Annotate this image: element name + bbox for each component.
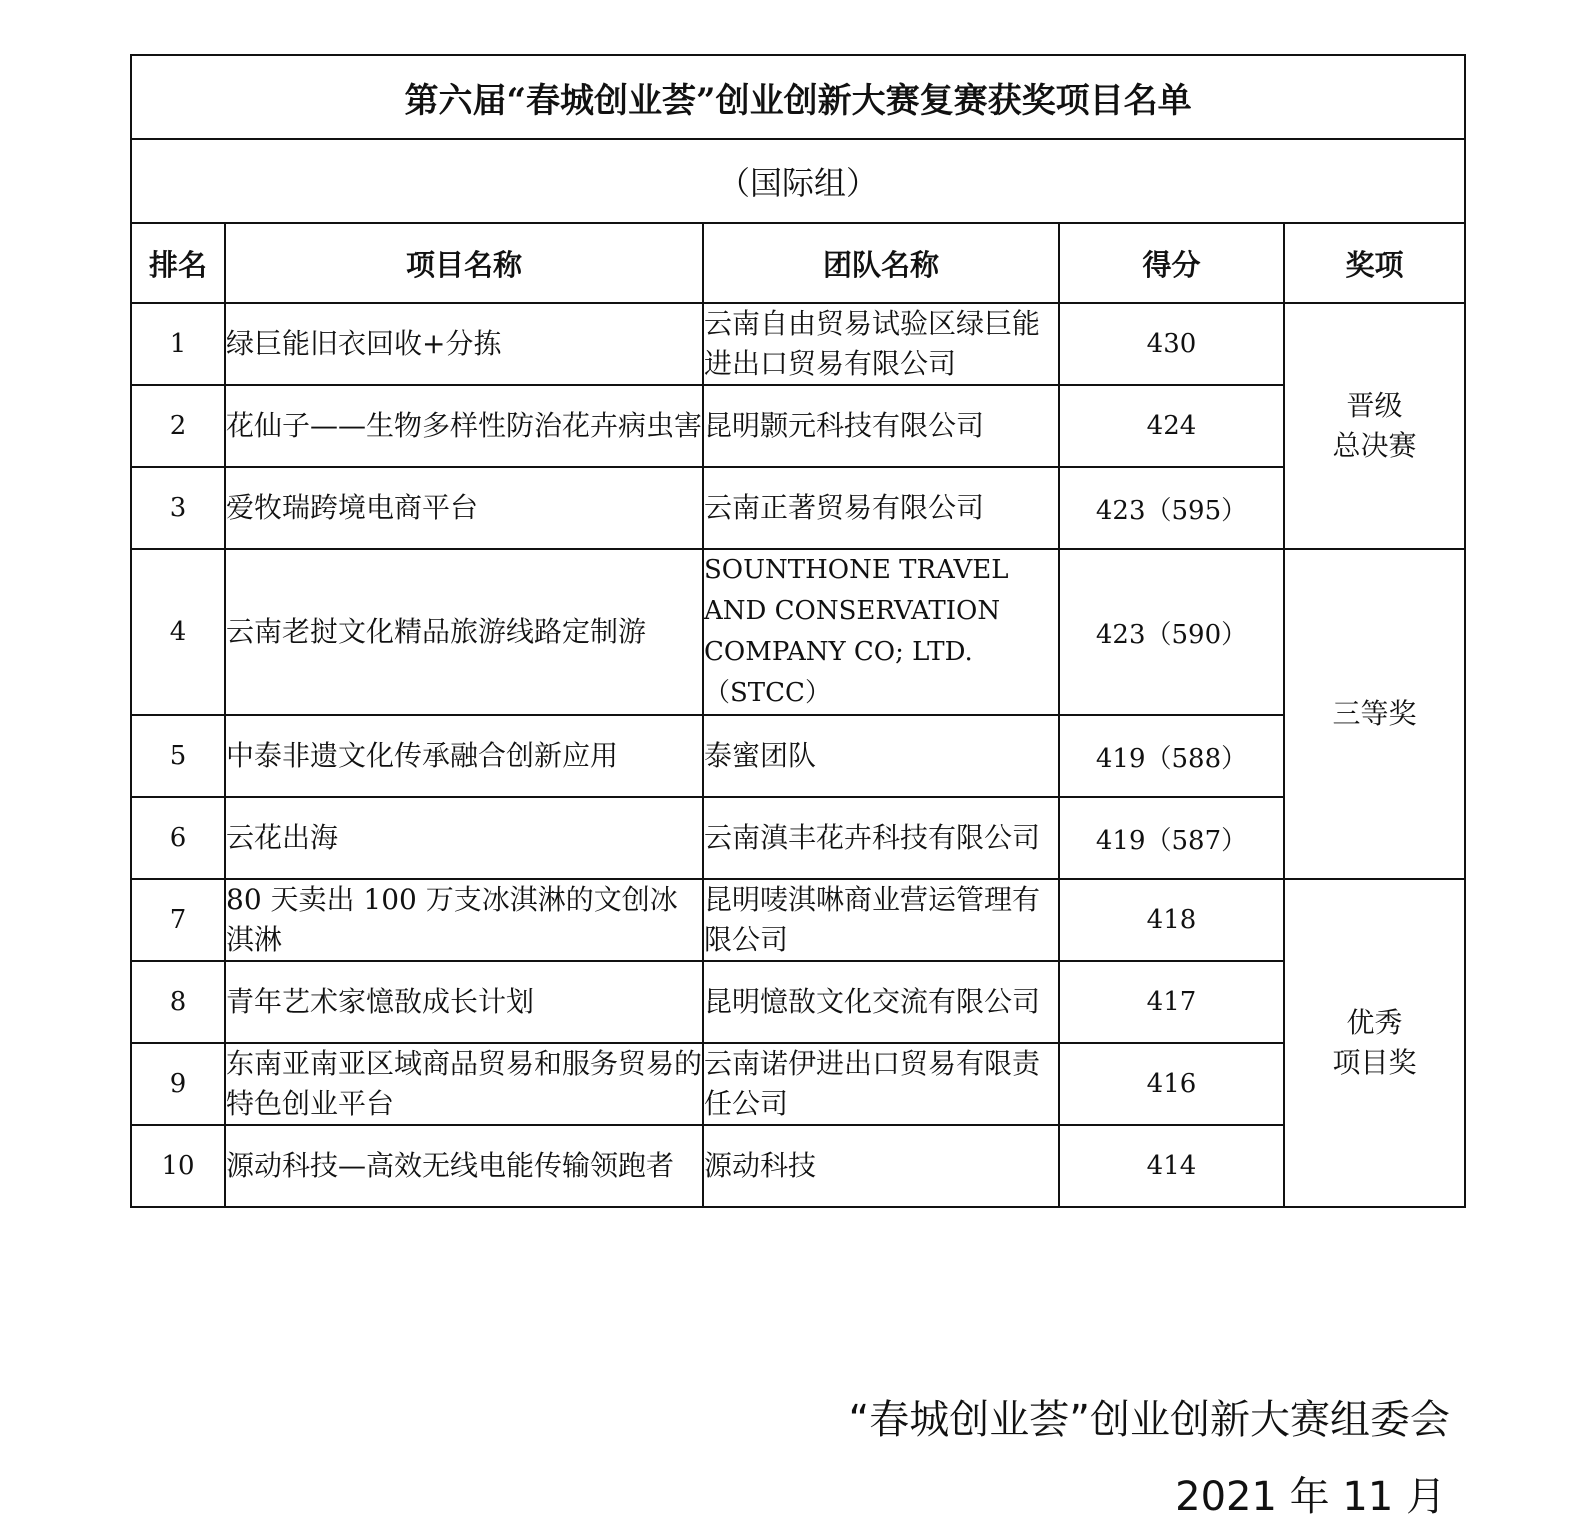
header-rank: 排名: [131, 223, 225, 303]
project-cell: 云南老挝文化精品旅游线路定制游: [225, 549, 703, 715]
award-cell-finalist: 晋级 总决赛: [1284, 303, 1465, 549]
project-cell: 爱牧瑞跨境电商平台: [225, 467, 703, 549]
score-cell: 416: [1059, 1043, 1284, 1125]
award-cell-excellent: 优秀 项目奖: [1284, 879, 1465, 1207]
rank-cell: 10: [131, 1125, 225, 1207]
award-cell-third-prize: 三等奖: [1284, 549, 1465, 879]
rank-cell: 1: [131, 303, 225, 385]
team-cell: 昆明颢元科技有限公司: [703, 385, 1059, 467]
score-cell: 423（590）: [1059, 549, 1284, 715]
project-cell: 青年艺术家憶敔成长计划: [225, 961, 703, 1043]
team-cell: 云南滇丰花卉科技有限公司: [703, 797, 1059, 879]
header-score: 得分: [1059, 223, 1284, 303]
team-cell: 源动科技: [703, 1125, 1059, 1207]
rank-cell: 3: [131, 467, 225, 549]
rank-cell: 8: [131, 961, 225, 1043]
project-cell: 80 天卖出 100 万支冰淇淋的文创冰淇淋: [225, 879, 703, 961]
score-cell: 423（595）: [1059, 467, 1284, 549]
table-row: [131, 467, 1465, 549]
project-cell: 云花出海: [225, 797, 703, 879]
team-cell: 昆明唛淇啉商业营运管理有限公司: [703, 879, 1059, 961]
project-cell: 东南亚南亚区域商品贸易和服务贸易的特色创业平台: [225, 1043, 703, 1125]
rank-cell: 6: [131, 797, 225, 879]
score-cell: 418: [1059, 879, 1284, 961]
score-cell: 430: [1059, 303, 1284, 385]
team-cell: 昆明憶敔文化交流有限公司: [703, 961, 1059, 1043]
score-cell: 424: [1059, 385, 1284, 467]
team-cell: 云南自由贸易试验区绿巨能进出口贸易有限公司: [703, 303, 1059, 385]
score-cell: 419（587）: [1059, 797, 1284, 879]
team-cell: 泰蜜团队: [703, 715, 1059, 797]
header-project: 项目名称: [225, 223, 703, 303]
header-award: 奖项: [1284, 223, 1465, 303]
table-row: [131, 879, 1465, 961]
table-row: [131, 549, 1465, 715]
rank-cell: 4: [131, 549, 225, 715]
score-cell: 417: [1059, 961, 1284, 1043]
table-row: [131, 385, 1465, 467]
score-cell: 419（588）: [1059, 715, 1284, 797]
team-cell: 云南正著贸易有限公司: [703, 467, 1059, 549]
table-subtitle: （国际组）: [131, 139, 1465, 223]
team-cell: SOUNTHONE TRAVEL AND CONSERVATION COMPANY CO; LTD.（STCC）: [703, 549, 1059, 715]
team-cell: 云南诺伊进出口贸易有限责任公司: [703, 1043, 1059, 1125]
organizer-signature: “春城创业荟”创业创新大赛组委会: [848, 1397, 1450, 1443]
table-row: [131, 303, 1465, 385]
project-cell: 绿巨能旧衣回收+分拣: [225, 303, 703, 385]
rank-cell: 7: [131, 879, 225, 961]
document-date: 2021 年 11 月: [1175, 1474, 1446, 1520]
project-cell: 花仙子——生物多样性防治花卉病虫害: [225, 385, 703, 467]
table-row: [131, 1043, 1465, 1125]
project-cell: 中泰非遗文化传承融合创新应用: [225, 715, 703, 797]
table-row: [131, 797, 1465, 879]
header-row: [131, 223, 1465, 303]
score-cell: 414: [1059, 1125, 1284, 1207]
header-team: 团队名称: [703, 223, 1059, 303]
table-title: 第六届“春城创业荟”创业创新大赛复赛获奖项目名单: [131, 55, 1465, 139]
rank-cell: 5: [131, 715, 225, 797]
rank-cell: 2: [131, 385, 225, 467]
table-row: [131, 1125, 1465, 1207]
table-row: [131, 961, 1465, 1043]
rank-cell: 9: [131, 1043, 225, 1125]
table-row: [131, 715, 1465, 797]
project-cell: 源动科技—高效无线电能传输领跑者: [225, 1125, 703, 1207]
awards-table: [130, 54, 1466, 1208]
